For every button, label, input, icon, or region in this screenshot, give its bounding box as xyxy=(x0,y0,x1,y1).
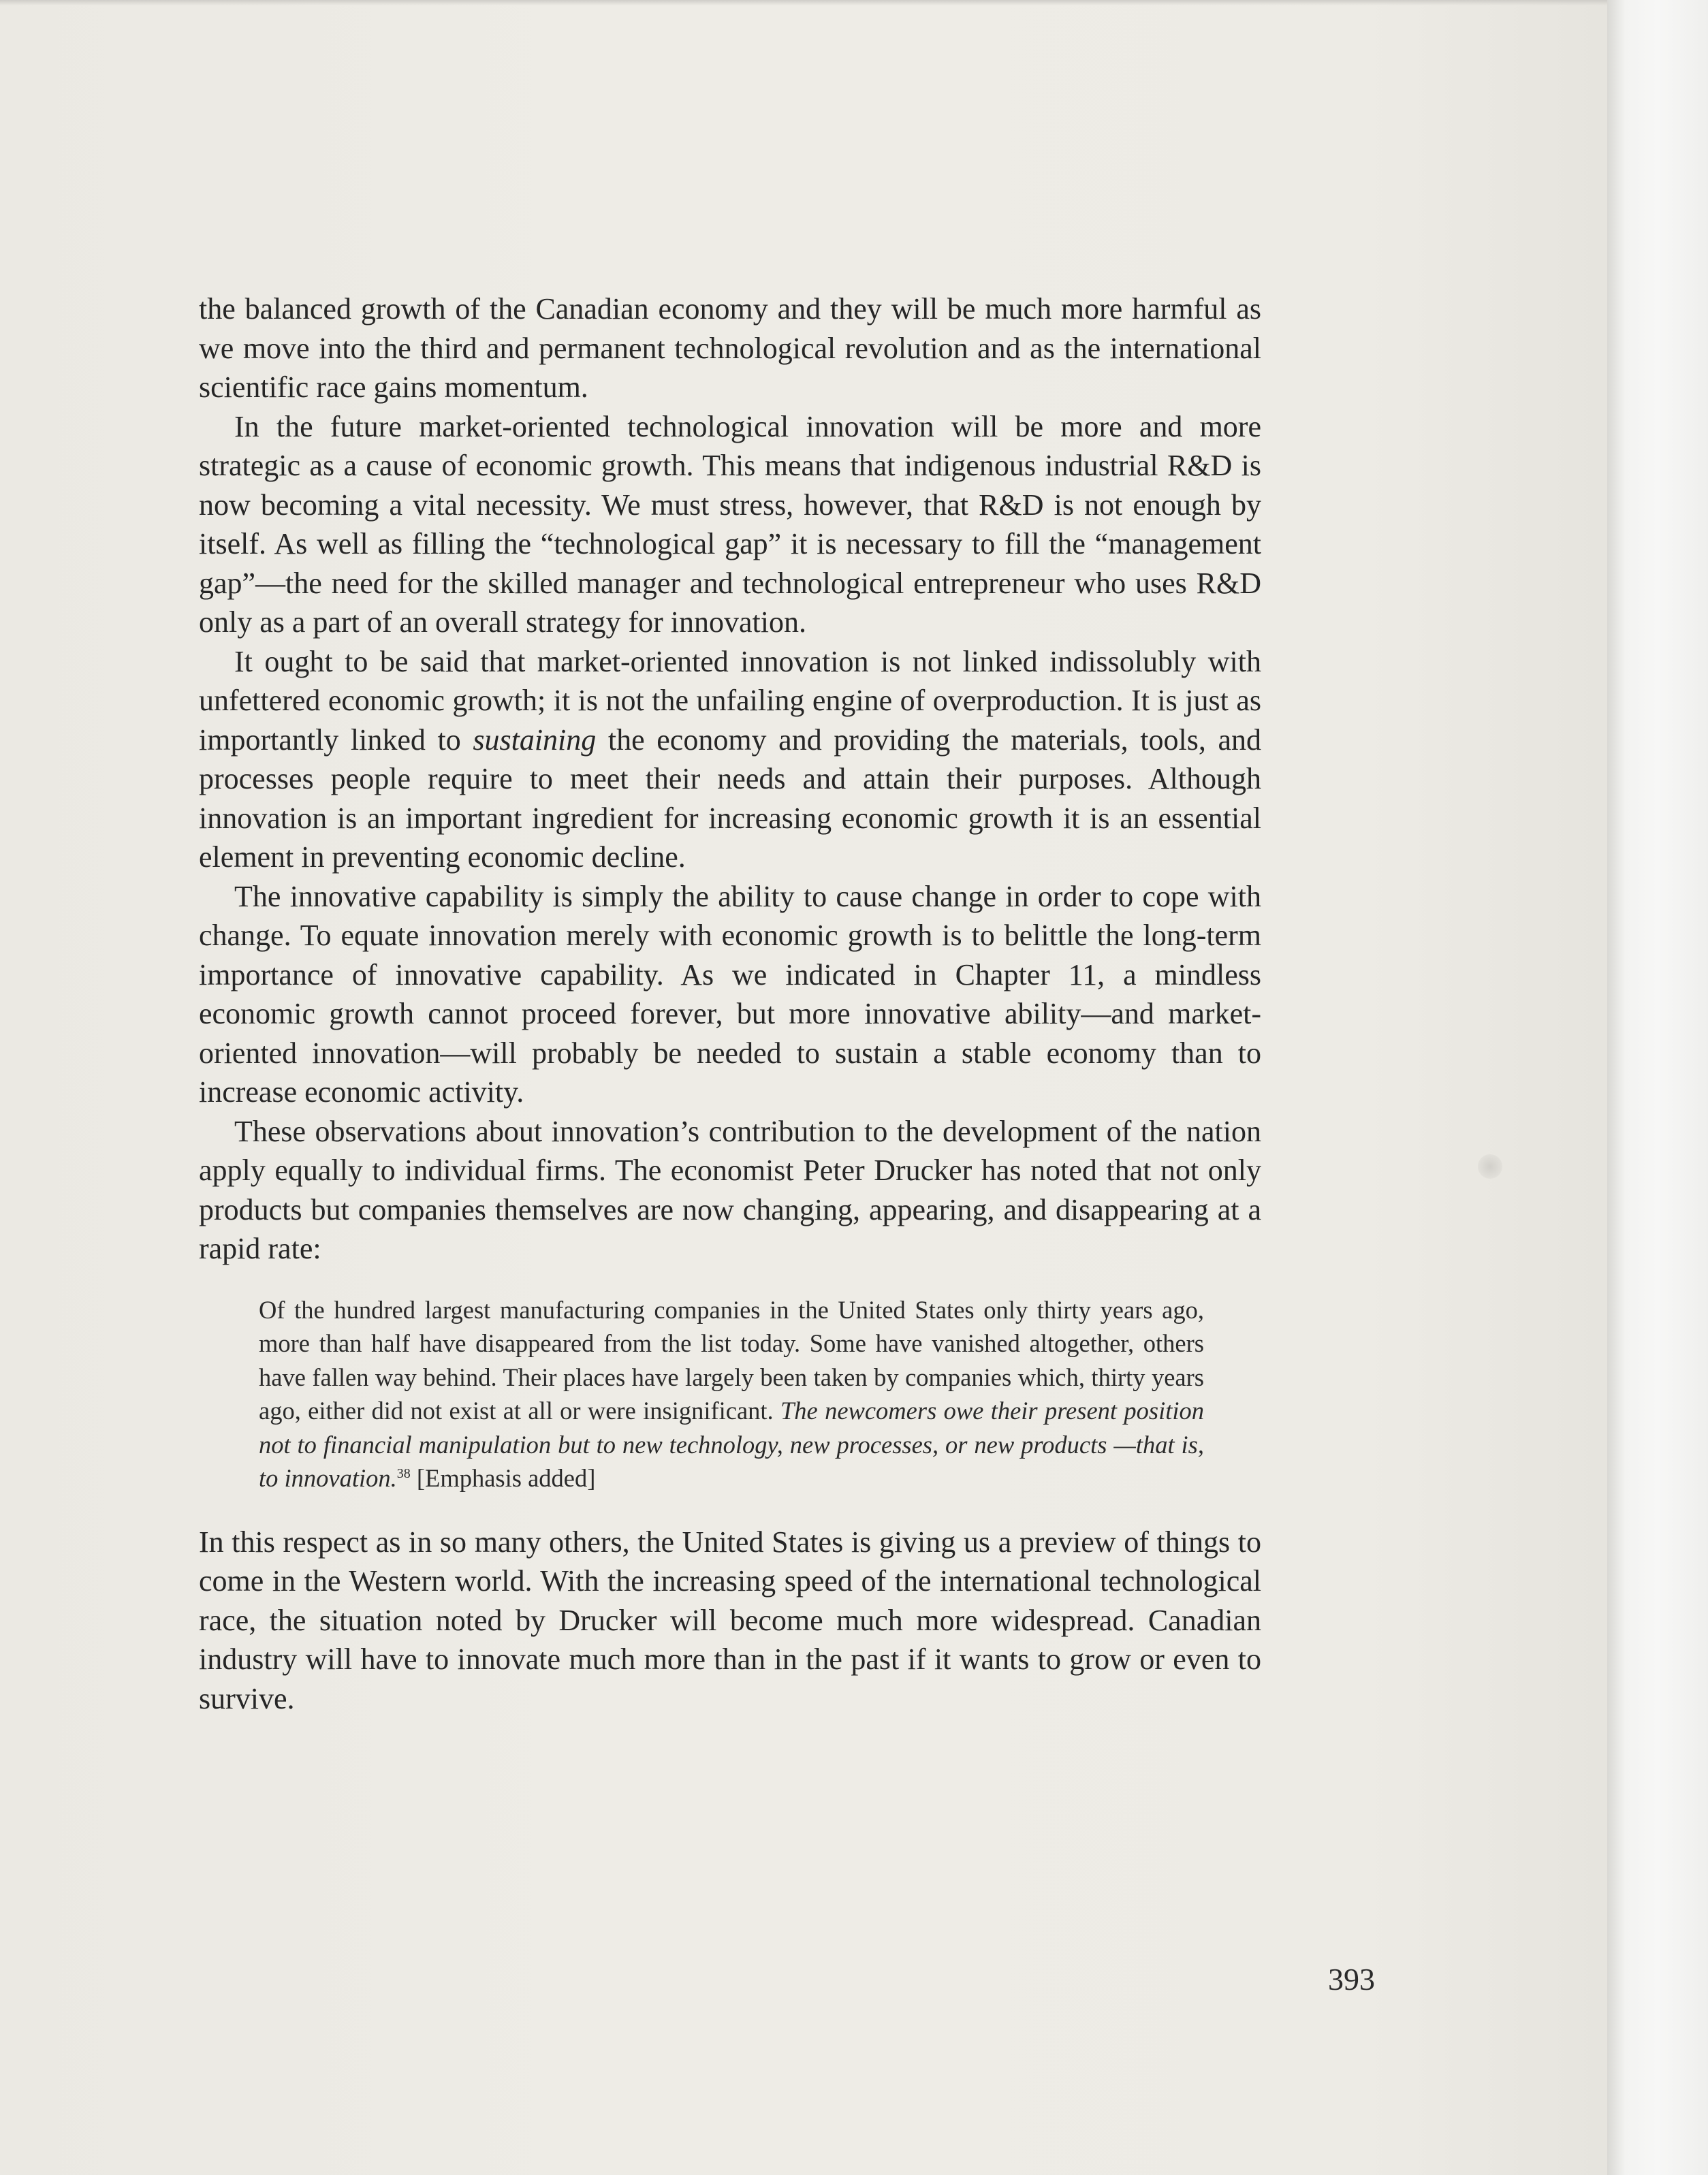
quote-part-a: Of the hundred largest manufacturing companies in the United States only thirty years ago, more than half have disappeared from the list today. Some have vanished altogether, others have fallen way behind. Their places have largely been taken by companies which, thirty years ago, either did not exist at all or were insignificant. xyxy=(259,1295,1204,1425)
quote-emphasis: The newcomers owe their present position not to financial manipulation but to new technology, new processes, or new products —that is, to innovation. xyxy=(259,1397,1204,1492)
paragraph-1: the balanced growth of the Canadian economy and they will be much more harmful as we move into the third and permanent technological revolution and as the international scientific race gains momentum. xyxy=(199,292,1261,404)
quote-part-b: [Emphasis added] xyxy=(410,1464,596,1492)
footnote-reference: 38 xyxy=(396,1465,411,1481)
paragraph-6: In this respect as in so many others, the United States is giving us a preview of things to come in the Western world. With the increasing speed of the international technological race, the situation noted by Drucker will become much more widespread. Canadian industry will have to innovate much more than in the past if it wants to grow or even to survive. xyxy=(199,1525,1261,1715)
paragraph-3 xyxy=(199,642,1261,877)
page-top-edge xyxy=(0,0,1607,5)
page-number: 393 xyxy=(1328,1962,1375,1997)
paragraph-3-part-b: the economy and providing the materials, tools, and processes people require to meet their needs and attain their purposes. Although innovation is an important ingredient for increasing economic growth it is an essential element in preventing economic decline. xyxy=(199,723,1261,874)
paragraph-3-part-a: It ought to be said that market-oriented innovation is not linked indissolubly with unfettered economic growth; it is not the unfailing engine of overproduction. It is just as importantly linked to xyxy=(199,644,1261,757)
paragraph-2: In the future market-oriented technological innovation will be more and more strategic as a cause of economic growth. This means that indigenous industrial R&D is now becoming a vital necessity. We must stress, however, that R&D is not enough by itself. As well as filling the “technological gap” it is necessary to fill the “management gap”—the need for the skilled manager and technological entrepreneur who uses R&D only as a part of an overall strategy for innovation. xyxy=(199,409,1261,639)
paragraph-5: These observations about innovation’s contribution to the development of the nation apply equally to individual firms. The economist Peter Drucker has noted that not only products but companies themselves are now changing, appearing, and disappearing at a rapid rate: xyxy=(199,1114,1261,1265)
body-text xyxy=(199,289,1261,1718)
paragraph-4: The innovative capability is simply the ability to cause change in order to cope with change. To equate innovation merely with economic growth is to belittle the long-term importance of innovative capability. As we indicated in Chapter 11, a mindless economic growth cannot proceed forever, but more innovative ability—and market-oriented innovation—will probably be needed to sustain a stable economy than to increase economic activity. xyxy=(199,879,1261,1109)
scanner-edge xyxy=(1607,0,1708,2175)
block-quote xyxy=(259,1293,1204,1495)
paper-smudge xyxy=(1478,1154,1502,1179)
paragraph-3-emphasis: sustaining xyxy=(473,723,597,757)
